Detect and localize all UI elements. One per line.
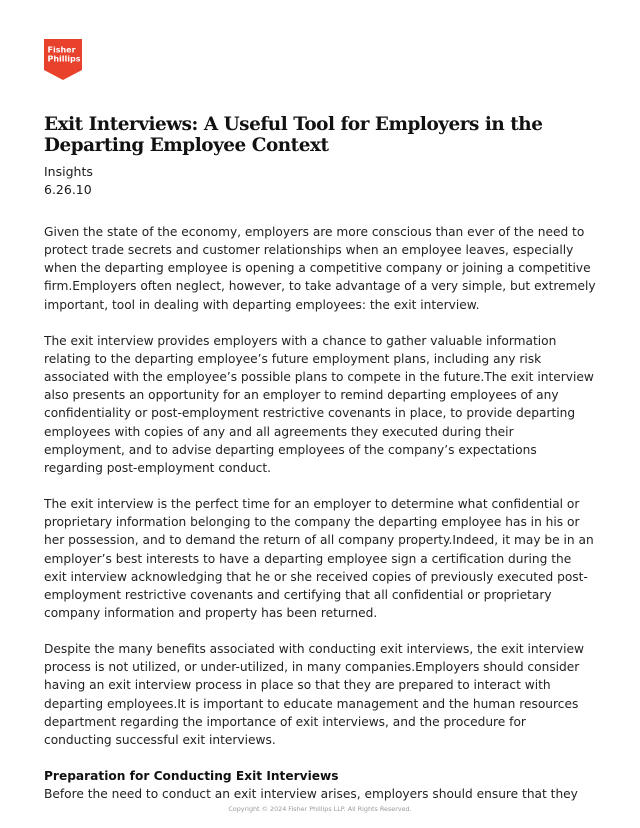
logo-badge: [44, 39, 82, 80]
article-paragraph-1: Given the state of the economy, employers are more conscious than ever of the need to protect trade secrets and customer relationships when an employee leaves, especially when the departing employee is opening a competitive company or joining a competitive firm.Employers often neglect, however, to take advantage of a very simple, but extremely important, tool in dealing with departing employees: the exit interview.: [44, 225, 596, 312]
article-date: 6.26.10: [44, 182, 92, 197]
article-paragraph-3: The exit interview is the perfect time for an employer to determine what confidential or proprietary information belonging to the company the departing employee has in his or her possession, and to demand the return of all company property.Indeed, it may be in an employer’s best interests to have a departing employee sign a certification during the exit interview acknowledging that he or she received copies of previously executed post-employment restrictive covenants and certifying that all confidential or proprietary company information and property has been returned.: [44, 497, 594, 620]
copyright-footer: Copyright © 2024 Fisher Phillips LLP. All Rights Reserved.: [228, 805, 412, 813]
fisher-phillips-logo[interactable]: [44, 39, 82, 80]
article-body: [44, 223, 596, 802]
section-paragraph: Before the need to conduct an exit interview arises, employers should ensure that they: [44, 787, 578, 802]
logo-line-2: Phillips: [47, 54, 81, 64]
article-title: Exit Interviews: A Useful Tool for Employers in the Departing Employee Context: [44, 114, 543, 156]
article-category[interactable]: Insights: [44, 164, 93, 179]
article-paragraph-4: Despite the many benefits associated with conducting exit interviews, the exit interview process is not utilized, or under-utilized, in many companies.Employers should consider having an exit interview process in place so that they are prepared to interact with departing employees.It is important to educate management and the human resources department regarding the importance of exit interviews, and the procedure for conducting successful exit interviews.: [44, 642, 584, 747]
article-paragraph-2: The exit interview provides employers with a chance to gather valuable information relating to the departing employee’s future employment plans, including any risk associated with the employee’s possible plans to compete in the future.The exit interview also presents an opportunity for an employer to remind departing employees of any confidentiality or post-employment restrictive covenants in place, to provide departing employees with copies of any and all agreements they executed during their employment, and to advise departing employees of the company’s expectations regarding post-employment conduct.: [44, 333, 594, 475]
section-heading: Preparation for Conducting Exit Interviews: [44, 769, 339, 784]
logo-line-1: Fisher: [47, 45, 76, 55]
